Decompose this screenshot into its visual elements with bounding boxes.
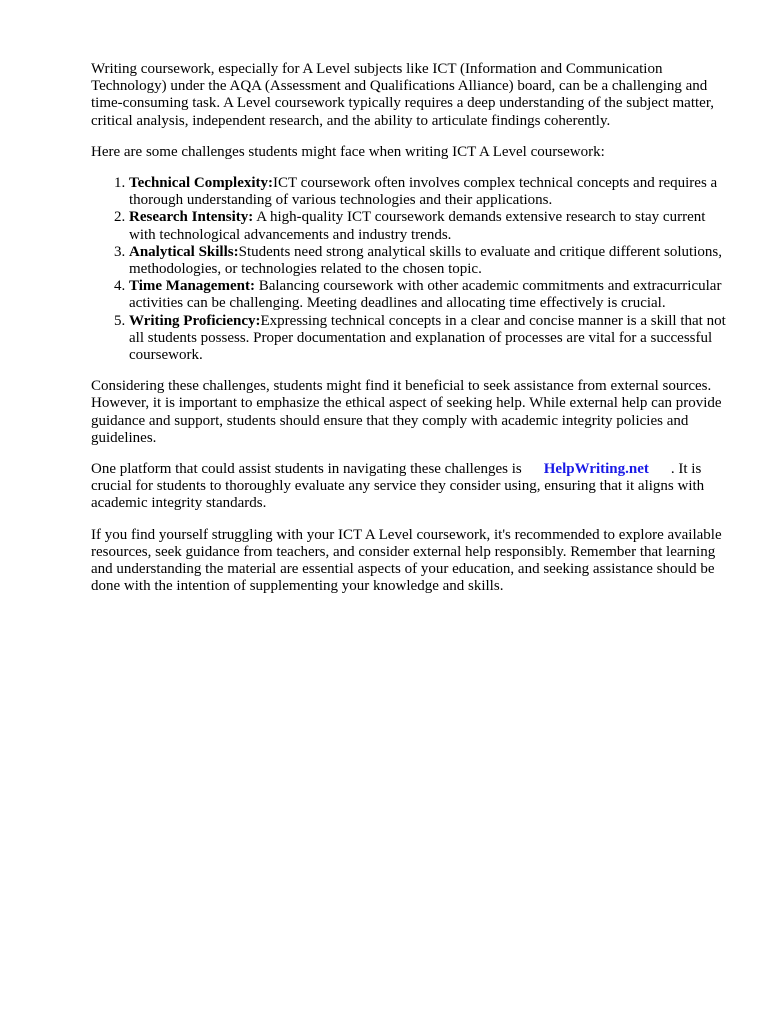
document-body xyxy=(91,61,731,609)
challenges-lead: Here are some challenges students might face when writing ICT A Level coursework: xyxy=(91,143,605,160)
list-item xyxy=(129,175,731,209)
list-item-term: Technical Complexity: xyxy=(129,175,274,192)
list-item xyxy=(129,313,731,365)
intro-paragraph: Writing coursework, especially for A Level subjects like ICT (Information and Communication Technology) under the AQA (Assessment and Qualifications Alliance) board, can be a challenging and time-consuming task. A Level coursework typically requires a deep understanding of the subject matter, critical analysis, independent research, and the ability to articulate findings coherently. xyxy=(91,61,714,129)
platform-paragraph xyxy=(91,461,731,513)
list-item-text: ICT coursework often involves complex technical concepts and requires a thorough understanding of various technologies and their applications. xyxy=(129,175,718,209)
list-item-text: Expressing technical concepts in a clear and concise manner is a skill that not all students possess. Proper documentation and explanation of processes are vital for a successful coursework. xyxy=(129,312,726,364)
platform-text-before: One platform that could assist students in navigating these challenges is xyxy=(91,461,522,478)
considering-paragraph: Considering these challenges, students might find it beneficial to seek assistance from external sources. However, it is important to emphasize the ethical aspect of seeking help. While external help can provide guidance and support, students should ensure that they comply with academic integrity policies and guidelines. xyxy=(91,378,722,446)
list-item-term: Research Intensity: xyxy=(129,209,254,226)
list-item xyxy=(129,244,731,278)
list-item-term: Analytical Skills: xyxy=(129,243,239,260)
closing-paragraph: If you find yourself struggling with your ICT A Level coursework, it's recommended to explore available resources, seek guidance from teachers, and consider external help responsibly. Remember that learning and understanding the material are essential aspects of your education, and seeking assistance should be done with the intention of supplementing your knowledge and skills. xyxy=(91,526,722,595)
list-item-term: Writing Proficiency: xyxy=(129,312,261,329)
list-item xyxy=(129,278,731,312)
list-item-text: Students need strong analytical skills to evaluate and critique different solutions, methodologies, or technologies related to the chosen topic. xyxy=(129,243,722,278)
list-item-text: A high-quality ICT coursework demands extensive research to stay current with technological advancements and industry trends. xyxy=(129,209,706,243)
helpwriting-link[interactable]: HelpWriting.net xyxy=(543,461,649,478)
challenges-list xyxy=(91,175,731,364)
list-item-term: Time Management: xyxy=(129,278,255,295)
list-item xyxy=(129,209,731,243)
platform-text-after: . It is crucial for students to thoroughly evaluate any service they consider using, ensuring that it aligns with academic integrity standards. xyxy=(91,461,705,512)
list-item-text: Balancing coursework with other academic commitments and extracurricular activities can be challenging. Meeting deadlines and allocating time effectively is crucial. xyxy=(129,278,722,312)
